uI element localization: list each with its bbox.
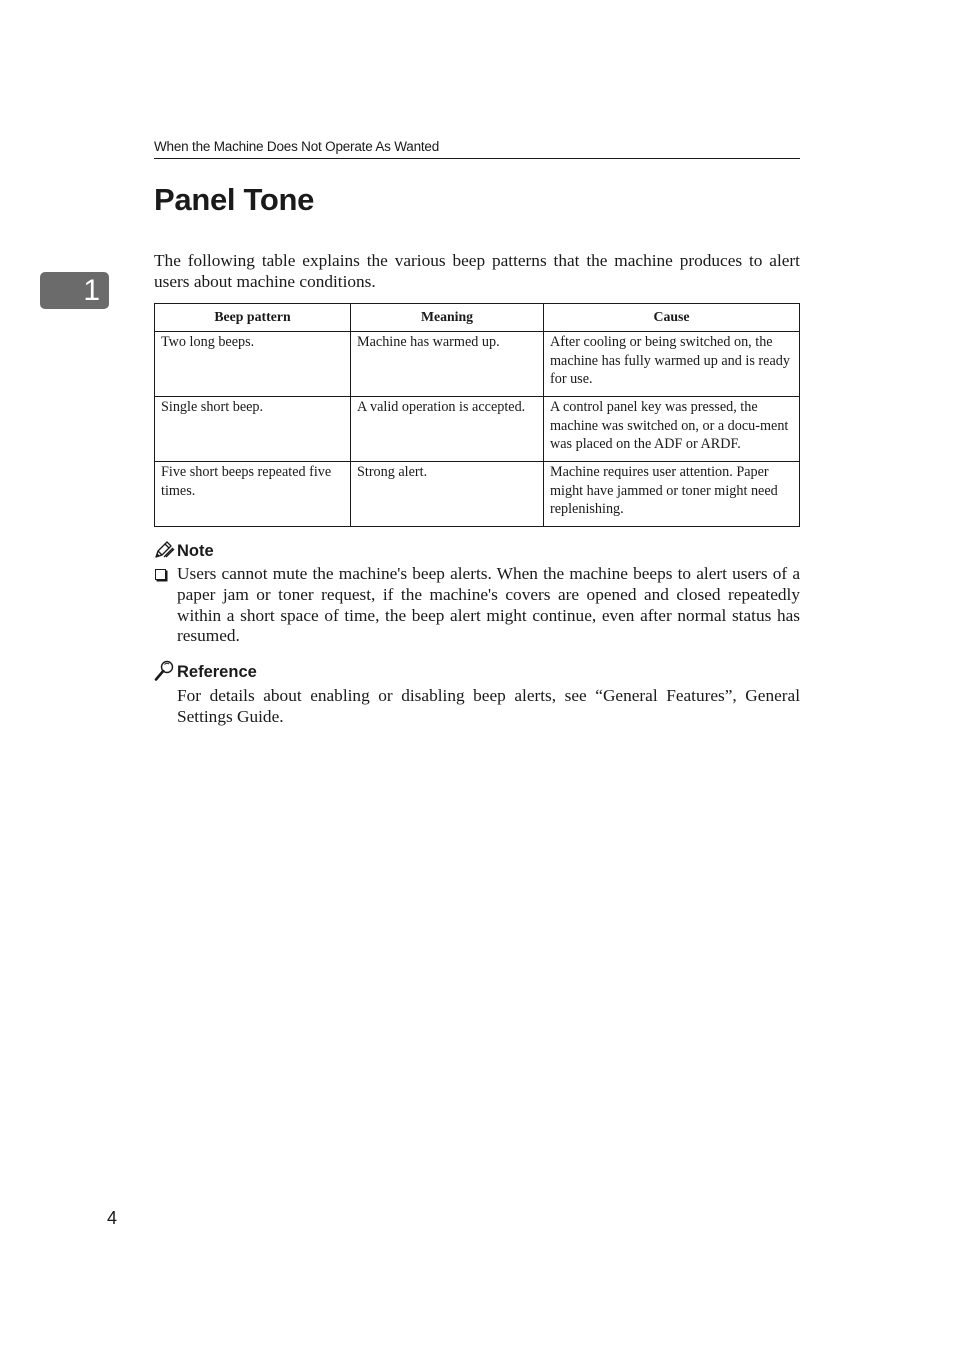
checkbox-bullet-icon: [155, 569, 166, 580]
column-header-cause: Cause: [544, 304, 800, 332]
cell-beep-pattern: Five short beeps repeated five times.: [155, 462, 351, 527]
cell-meaning: Machine has warmed up.: [351, 332, 544, 397]
column-header-meaning: Meaning: [351, 304, 544, 332]
reference-heading: [154, 660, 257, 684]
cell-cause: A control panel key was pressed, the machine was switched on, or a docu-ment was placed on the ADF or ARDF.: [544, 397, 800, 462]
table-row: [155, 332, 800, 397]
note-heading: [154, 539, 214, 563]
pencil-icon: [154, 539, 175, 559]
page-number: 4: [107, 1208, 118, 1228]
note-heading-label: Note: [177, 542, 214, 560]
column-header-beep-pattern: Beep pattern: [155, 304, 351, 332]
running-header: When the Machine Does Not Operate As Wanted: [154, 138, 800, 159]
cell-cause: After cooling or being switched on, the machine has fully warmed up and is ready for use.: [544, 332, 800, 397]
note-item-text: Users cannot mute the machine's beep alerts. When the machine beeps to alert users of a paper jam or toner request, if the machine's covers are opened and closed repeatedly within a short space of time, the beep alert might continue, even after normal status has resumed.: [177, 564, 800, 646]
table-row: [155, 397, 800, 462]
note-item: [154, 564, 800, 647]
chapter-tab: 1: [40, 272, 109, 309]
table-row: [155, 462, 800, 527]
cell-beep-pattern: Two long beeps.: [155, 332, 351, 397]
reference-text: For details about enabling or disabling beep alerts, see “General Features”, General Settings Guide.: [177, 686, 800, 726]
cell-meaning: A valid operation is accepted.: [351, 397, 544, 462]
reference-heading-label: Reference: [177, 663, 257, 681]
table-header-row: [155, 304, 800, 332]
intro-paragraph: The following table explains the various beep patterns that the machine produces to alert users about machine conditions.: [154, 251, 800, 291]
magnifier-icon: [154, 660, 175, 682]
page-title: Panel Tone: [154, 182, 315, 217]
beep-pattern-table: [154, 303, 800, 527]
cell-beep-pattern: Single short beep.: [155, 397, 351, 462]
cell-cause: Machine requires user attention. Paper might have jammed or toner might need replenishing.: [544, 462, 800, 527]
cell-meaning: Strong alert.: [351, 462, 544, 527]
